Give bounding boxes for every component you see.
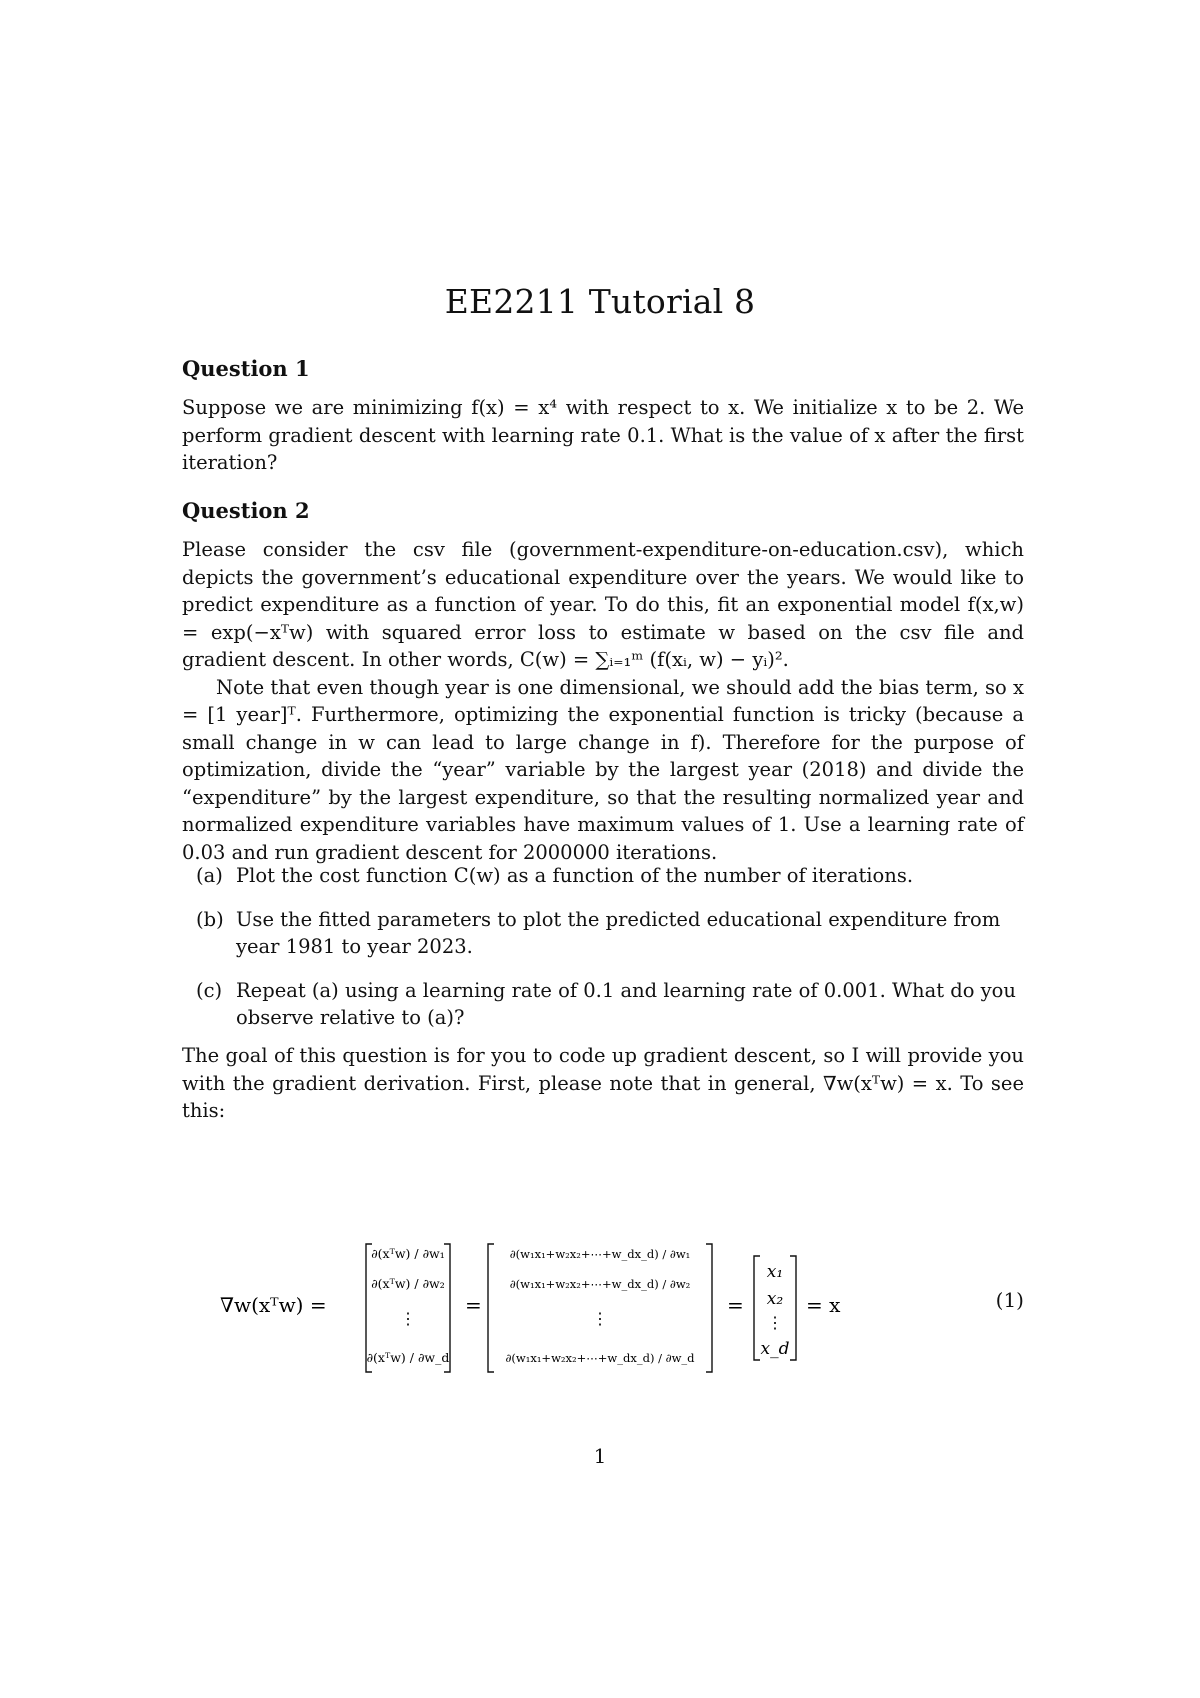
col1-entry-3: ⋮ [400,1309,416,1328]
col3-entry-4: x_d [760,1339,790,1359]
col2-entry-2: ∂(w₁x₁+w₂x₂+⋯+w_dx_d) / ∂w₂ [509,1277,691,1291]
subpart-b [182,906,1024,961]
col1-entry-2: ∂(xᵀw) / ∂w₂ [371,1276,445,1291]
question-2-heading: Question 2 [182,498,310,523]
subpart-a [182,862,1024,890]
col3-entry-3: ⋮ [767,1313,783,1332]
question-2-paragraph-1: Please consider the csv file (government-expenditure-on-education.csv), which depicts the government’s educational expenditure over the years. We would like to predict expenditure as a function of year. To do this, fit an exponential model f(x,w) = exp(−xᵀw) with squared error loss to estimate w based on the csv file and gradient descent. In other words, C(w) = ∑ᵢ₌₁ᵐ (f(xᵢ, w) − yᵢ)². [182,538,1024,671]
equals-1: = [465,1293,482,1317]
question-1-text: Suppose we are minimizing f(x) = x⁴ with respect to x. We initialize x to be 2. We perform gradient descent with learning rate 0.1. What is the value of x after the first iteration? [182,396,1024,474]
page-number: 1 [593,1444,607,1468]
question-2-paragraph-2: Note that even though year is one dimensional, we should add the bias term, so x = [1 year]ᵀ. Furthermore, optimizing the exponential function is tricky (because a small change in w can lead to large change in f). Therefore for the purpose of optimization, divide the “year” variable by the largest year (2018) and divide the “expenditure” by the largest expenditure, so that the resulting normalized year and normalized expenditure variables have maximum values of 1. Use a learning rate of 0.03 and run gradient descent for 2000000 iterations. [182,675,1024,864]
col3-entry-2: x₂ [766,1289,784,1309]
col2-entry-3: ⋮ [592,1309,608,1328]
question-2-subparts [182,862,1024,1048]
col2-entry-4: ∂(w₁x₁+w₂x₂+⋯+w_dx_d) / ∂w_d [505,1351,695,1365]
equation-graphic [182,1232,1024,1382]
subpart-text: Repeat (a) using a learning rate of 0.1 and learning rate of 0.001. What do you observe relative to (a)? [236,978,1016,1029]
subpart-label: (c) [196,978,223,1002]
equation-number: (1) [995,1288,1024,1312]
equation-lhs: ∇w(xᵀw) = [220,1293,327,1317]
subpart-text: Use the fitted parameters to plot the predicted educational expenditure from year 1981 to year 2023. [236,907,1001,958]
subpart-text: Plot the cost function C(w) as a function of the number of iterations. [236,864,914,887]
col1-entry-4: ∂(xᵀw) / ∂w_d [366,1350,450,1365]
col1-entry-1: ∂(xᵀw) / ∂w₁ [371,1246,445,1261]
subpart-c [182,977,1024,1032]
subpart-label: (a) [196,864,223,887]
equals-2: = [727,1293,744,1317]
question-2-body [182,536,1024,866]
equation-rhs: = x [806,1293,841,1317]
subpart-label: (b) [196,907,224,931]
document-title: EE2211 Tutorial 8 [444,282,756,321]
question-2-paragraph-3: The goal of this question is for you to code up gradient descent, so I will provide you with the gradient derivation. First, please note that in general, ∇w(xᵀw) = x. To see this: [182,1044,1024,1122]
question-1-heading: Question 1 [182,356,310,381]
col3-entry-1: x₁ [766,1262,784,1282]
gradient-equation [182,1232,1024,1382]
col2-entry-1: ∂(w₁x₁+w₂x₂+⋯+w_dx_d) / ∂w₁ [509,1247,691,1261]
